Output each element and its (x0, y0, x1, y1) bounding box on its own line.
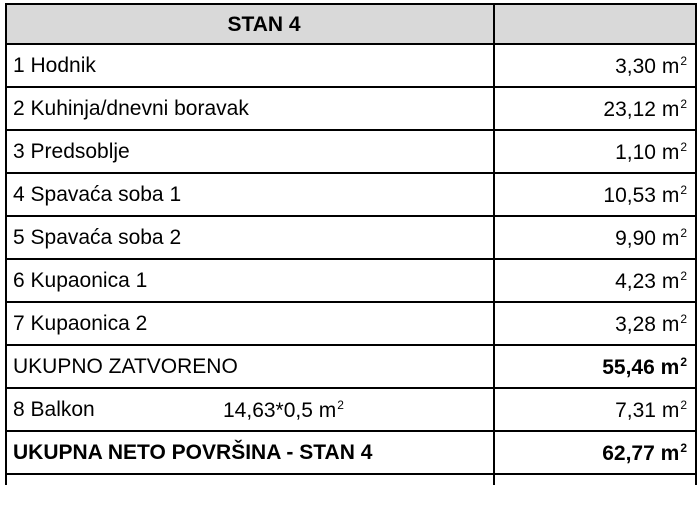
table-row (6, 173, 696, 216)
area-table (5, 3, 697, 485)
table-header-row (6, 4, 696, 44)
balcony-formula: 14,63*0,5 $m^2$ (223, 398, 344, 422)
table-row (6, 216, 696, 259)
net-total-value: 62,77 $m^2$ (494, 431, 696, 474)
net-total-label: UKUPNA NETO POVRŠINA - STAN 4 (6, 431, 494, 474)
closed-total-value: 55,46 $m^2$ (494, 345, 696, 388)
room-area: 10,53 $m^2$ (494, 173, 696, 216)
empty-cell (494, 474, 696, 485)
closed-total-row (6, 345, 696, 388)
room-area: 9,90 $m^2$ (494, 216, 696, 259)
closed-total-label: UKUPNO ZATVORENO (6, 345, 494, 388)
empty-cell (6, 474, 494, 485)
table-row (6, 302, 696, 345)
room-area: 1,10 $m^2$ (494, 130, 696, 173)
table-row (6, 87, 696, 130)
net-total-row (6, 431, 696, 474)
room-area: 23,12 $m^2$ (494, 87, 696, 130)
balcony-row (6, 388, 696, 431)
balcony-cell (6, 388, 494, 431)
table-cutoff-row (6, 474, 696, 485)
balcony-area: 7,31 $m^2$ (494, 388, 696, 431)
table-row (6, 130, 696, 173)
balcony-label: 8 Balkon (13, 398, 95, 421)
room-label: 2 Kuhinja/dnevni boravak (6, 87, 494, 130)
table-row (6, 259, 696, 302)
room-area: 3,30 $m^2$ (494, 44, 696, 87)
room-label: 5 Spavaća soba 2 (6, 216, 494, 259)
room-label: 3 Predsoblje (6, 130, 494, 173)
room-label: 6 Kupaonica 1 (6, 259, 494, 302)
room-label: 4 Spavaća soba 1 (6, 173, 494, 216)
table-header-value (494, 4, 696, 44)
room-area: 3,28 $m^2$ (494, 302, 696, 345)
room-label: 1 Hodnik (6, 44, 494, 87)
room-label: 7 Kupaonica 2 (6, 302, 494, 345)
table-title: STAN 4 (6, 4, 494, 44)
table-row (6, 44, 696, 87)
room-area: 4,23 $m^2$ (494, 259, 696, 302)
